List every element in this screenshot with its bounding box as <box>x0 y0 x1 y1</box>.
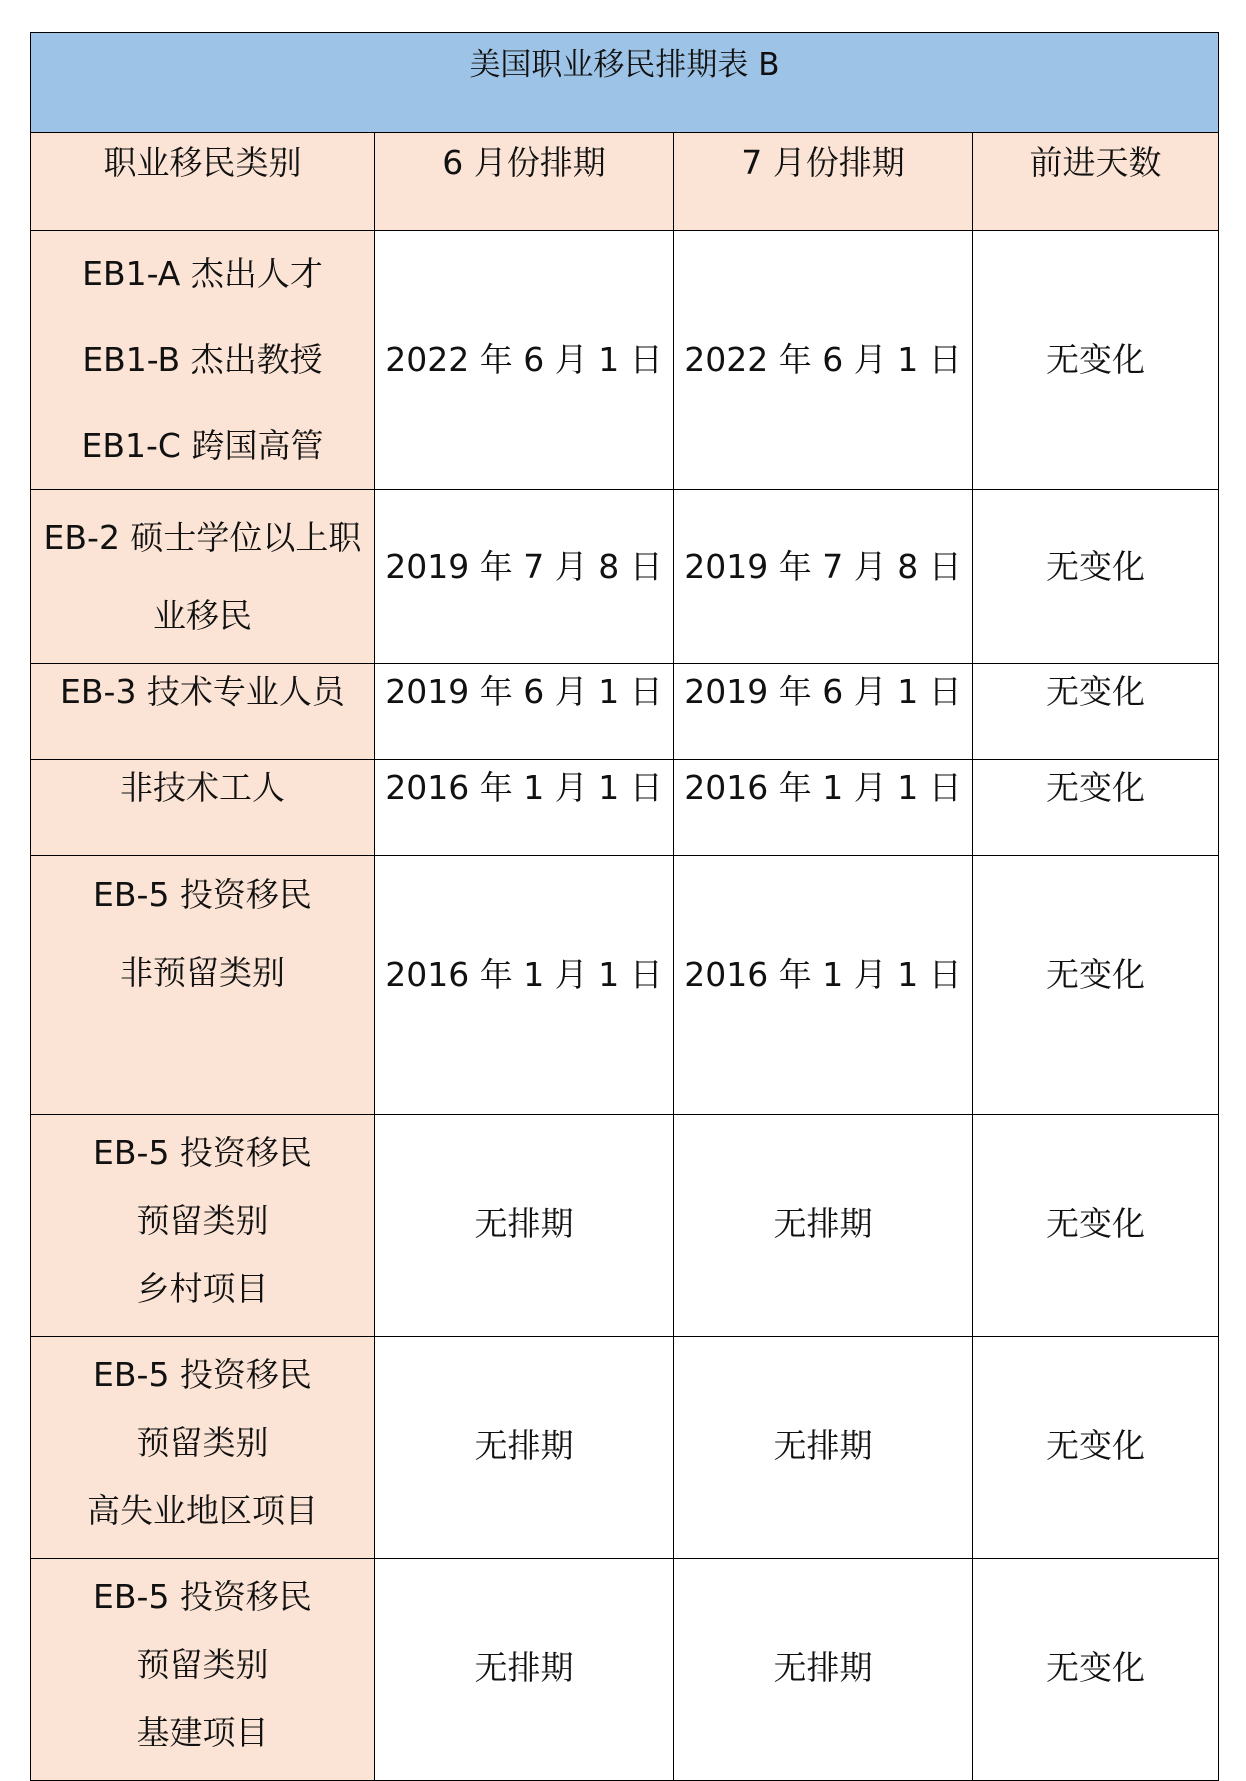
june-date-cell: 2016 年 1 月 1 日 <box>375 760 674 856</box>
category-line: 预留类别 <box>136 1645 269 1684</box>
advance-days-cell: 无变化 <box>973 760 1219 856</box>
category-line: 预留类别 <box>136 1201 269 1240</box>
table-row <box>31 1559 1219 1781</box>
category-line: 预留类别 <box>136 1423 269 1462</box>
category-cell <box>31 490 375 664</box>
table-row <box>31 490 1219 664</box>
table-row <box>31 1337 1219 1559</box>
category-cell <box>31 856 375 1115</box>
july-date-cell: 2019 年 7 月 8 日 <box>674 490 973 664</box>
table-row <box>31 664 1219 760</box>
june-date-cell: 2022 年 6 月 1 日 <box>375 231 674 490</box>
header-category: 职业移民类别 <box>31 133 375 231</box>
july-date-cell: 无排期 <box>674 1337 973 1559</box>
category-line: EB1-C 跨国高管 <box>81 426 324 465</box>
advance-days-cell: 无变化 <box>973 1337 1219 1559</box>
category-line: 高失业地区项目 <box>87 1491 318 1530</box>
july-date-cell: 无排期 <box>674 1115 973 1337</box>
category-cell <box>31 664 375 760</box>
category-line: EB-2 硕士学位以上职 <box>43 517 362 557</box>
category-line: 非技术工人 <box>120 768 285 807</box>
category-line: 基建项目 <box>136 1713 269 1752</box>
table-row <box>31 231 1219 490</box>
june-date-cell: 2016 年 1 月 1 日 <box>375 856 674 1115</box>
header-june: 6 月份排期 <box>375 133 674 231</box>
advance-days-cell: 无变化 <box>973 856 1219 1115</box>
header-advance: 前进天数 <box>973 133 1219 231</box>
advance-days-cell: 无变化 <box>973 490 1219 664</box>
june-date-cell: 无排期 <box>375 1115 674 1337</box>
category-line: EB1-A 杰出人才 <box>82 254 323 293</box>
category-line: 乡村项目 <box>136 1269 269 1308</box>
june-date-cell: 2019 年 6 月 1 日 <box>375 664 674 760</box>
category-cell <box>31 1337 375 1559</box>
category-cell <box>31 1115 375 1337</box>
june-date-cell: 2019 年 7 月 8 日 <box>375 490 674 664</box>
june-date-cell: 无排期 <box>375 1337 674 1559</box>
july-date-cell: 2016 年 1 月 1 日 <box>674 856 973 1115</box>
visa-bulletin-sheet <box>30 32 1218 1781</box>
june-date-cell: 无排期 <box>375 1559 674 1781</box>
july-date-cell: 2019 年 6 月 1 日 <box>674 664 973 760</box>
category-line: EB1-B 杰出教授 <box>82 340 323 379</box>
header-row <box>31 133 1219 231</box>
category-line: EB-5 投资移民 <box>93 1133 312 1172</box>
july-date-cell: 2016 年 1 月 1 日 <box>674 760 973 856</box>
table-row <box>31 1115 1219 1337</box>
table-row <box>31 760 1219 856</box>
advance-days-cell: 无变化 <box>973 231 1219 490</box>
category-cell <box>31 1559 375 1781</box>
july-date-cell: 2022 年 6 月 1 日 <box>674 231 973 490</box>
table-row <box>31 856 1219 1115</box>
title-row <box>31 33 1219 133</box>
header-july: 7 月份排期 <box>674 133 973 231</box>
visa-bulletin-table <box>30 32 1219 1781</box>
advance-days-cell: 无变化 <box>973 1559 1219 1781</box>
category-cell <box>31 231 375 490</box>
category-line: 非预留类别 <box>120 953 285 992</box>
table-title: 美国职业移民排期表 B <box>31 33 1219 133</box>
advance-days-cell: 无变化 <box>973 664 1219 760</box>
advance-days-cell: 无变化 <box>973 1115 1219 1337</box>
category-line: EB-5 投资移民 <box>93 875 312 914</box>
category-line: 业移民 <box>153 595 252 635</box>
category-line: EB-5 投资移民 <box>93 1355 312 1394</box>
july-date-cell: 无排期 <box>674 1559 973 1781</box>
category-line: EB-3 技术专业人员 <box>60 672 345 711</box>
category-line: EB-5 投资移民 <box>93 1577 312 1616</box>
category-cell <box>31 760 375 856</box>
